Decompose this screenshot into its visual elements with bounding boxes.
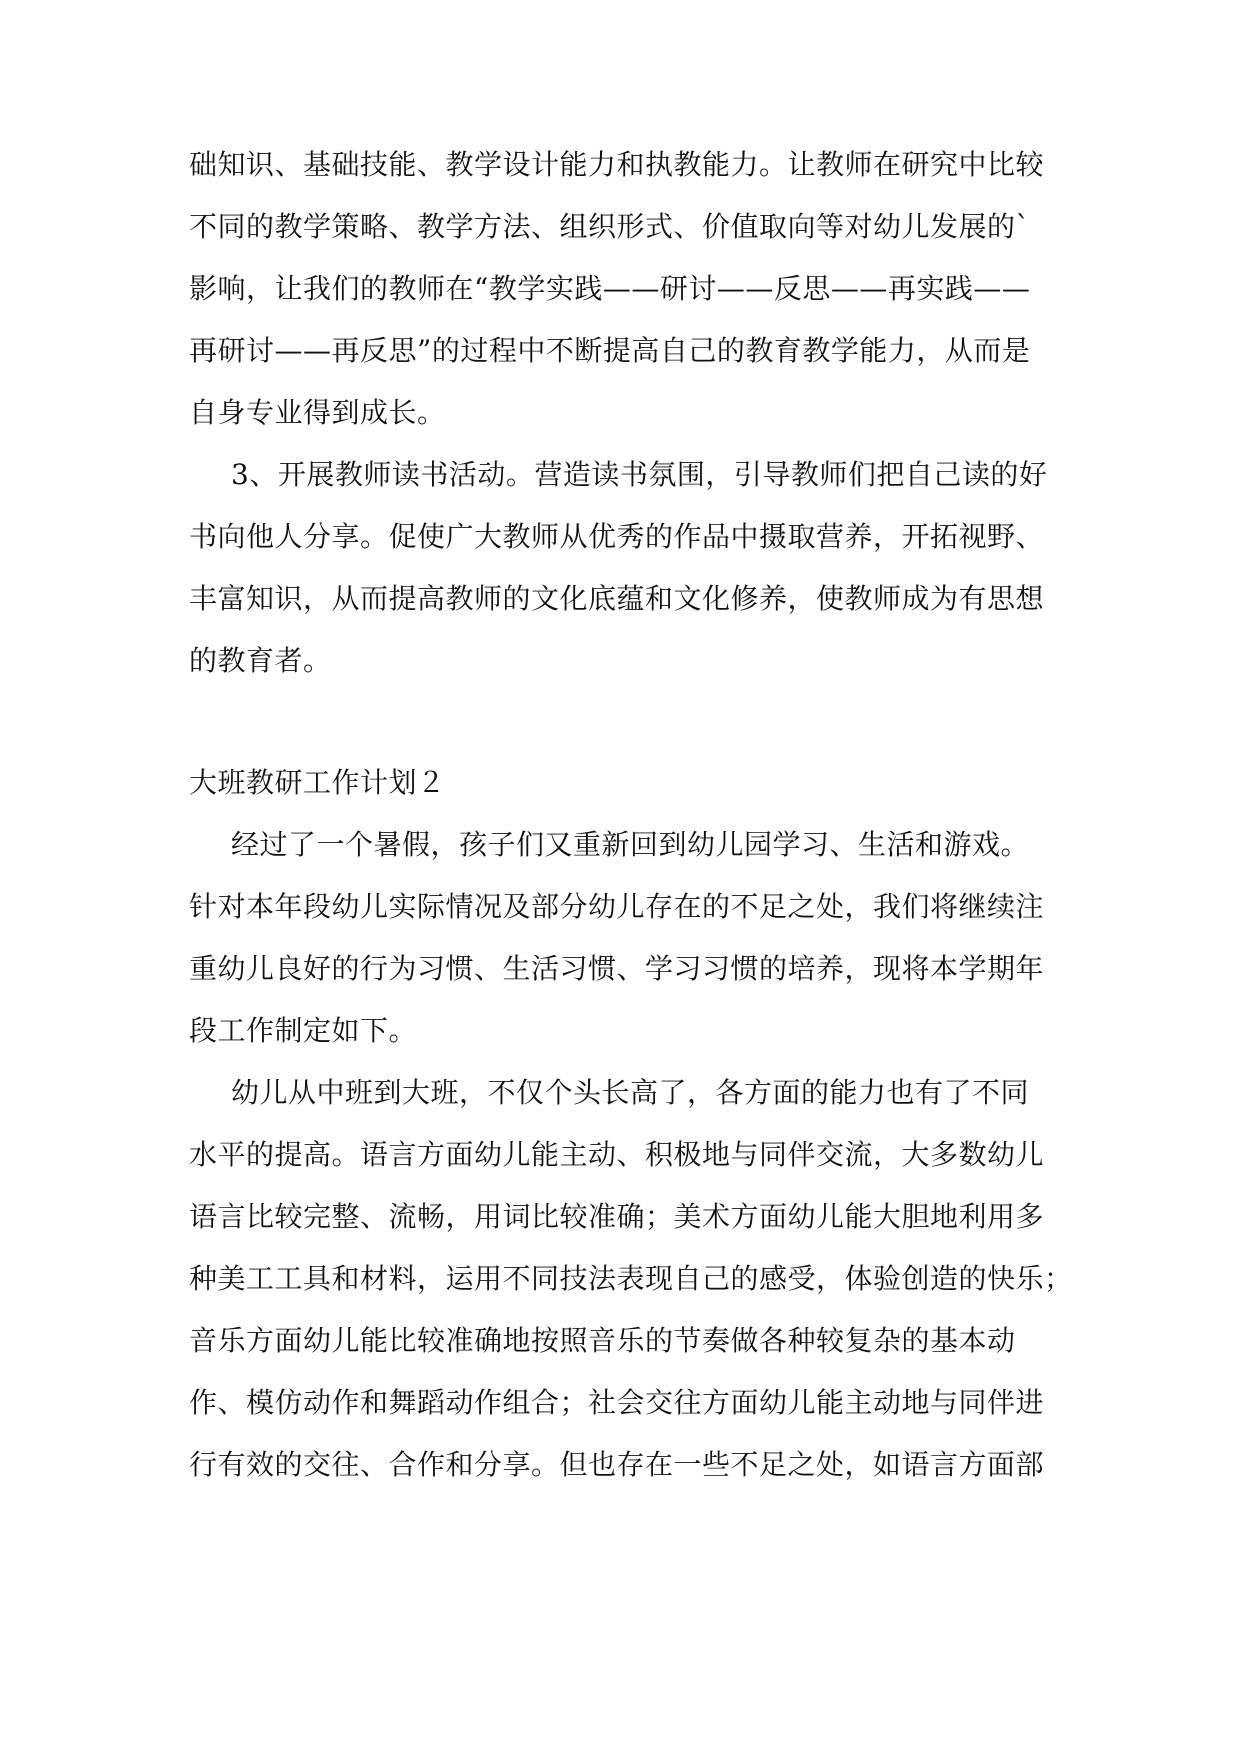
section-heading: 大班教研工作计划２ — [189, 766, 446, 799]
paragraph-line: 作、模仿动作和舞蹈动作组合；社会交往方面幼儿能主动地与同伴进 — [189, 1386, 1045, 1419]
paragraph-line: 种美工工具和材料，运用不同技法表现自己的感受，体验创造的快乐； — [189, 1262, 1073, 1295]
paragraph-line: 水平的提高。语言方面幼儿能主动、积极地与同伴交流，大多数幼儿 — [189, 1138, 1045, 1171]
paragraph-line: 础知识、基础技能、教学设计能力和执教能力。让教师在研究中比较 — [189, 148, 1045, 181]
paragraph-line: 音乐方面幼儿能比较准确地按照音乐的节奏做各种较复杂的基本动 — [189, 1324, 1016, 1357]
paragraph-line: 行有效的交往、合作和分享。但也存在一些不足之处，如语言方面部 — [189, 1448, 1045, 1481]
paragraph-line: 3、开展教师读书活动。营造读书氛围，引导教师们把自己读的好 — [231, 458, 1048, 491]
paragraph-line: 自身专业得到成长。 — [189, 396, 446, 429]
paragraph-line: 书向他人分享。促使广大教师从优秀的作品中摄取营养，开拓视野、 — [189, 520, 1045, 553]
paragraph-line: 重幼儿良好的行为习惯、生活习惯、学习习惯的培养，现将本学期年 — [189, 952, 1045, 985]
paragraph-line: 幼儿从中班到大班，不仅个头长高了，各方面的能力也有了不同 — [231, 1076, 1030, 1109]
paragraph-line: 针对本年段幼儿实际情况及部分幼儿存在的不足之处，我们将继续注 — [189, 890, 1045, 923]
paragraph-line: 影响，让我们的教师在“教学实践——研讨——反思——再实践—— — [189, 272, 1031, 305]
paragraph-line: 的教育者。 — [189, 644, 332, 677]
paragraph-line: 不同的教学策略、教学方法、组织形式、价值取向等对幼儿发展的` — [189, 210, 1031, 243]
paragraph-line: 语言比较完整、流畅，用词比较准确；美术方面幼儿能大胆地利用多 — [189, 1200, 1045, 1233]
paragraph-line: 再研讨——再反思”的过程中不断提高自己的教育教学能力，从而是 — [189, 334, 1031, 367]
paragraph-line: 经过了一个暑假，孩子们又重新回到幼儿园学习、生活和游戏。 — [231, 828, 1030, 861]
paragraph-line: 段工作制定如下。 — [189, 1014, 418, 1047]
paragraph-line: 丰富知识，从而提高教师的文化底蕴和文化修养，使教师成为有思想 — [189, 582, 1045, 615]
